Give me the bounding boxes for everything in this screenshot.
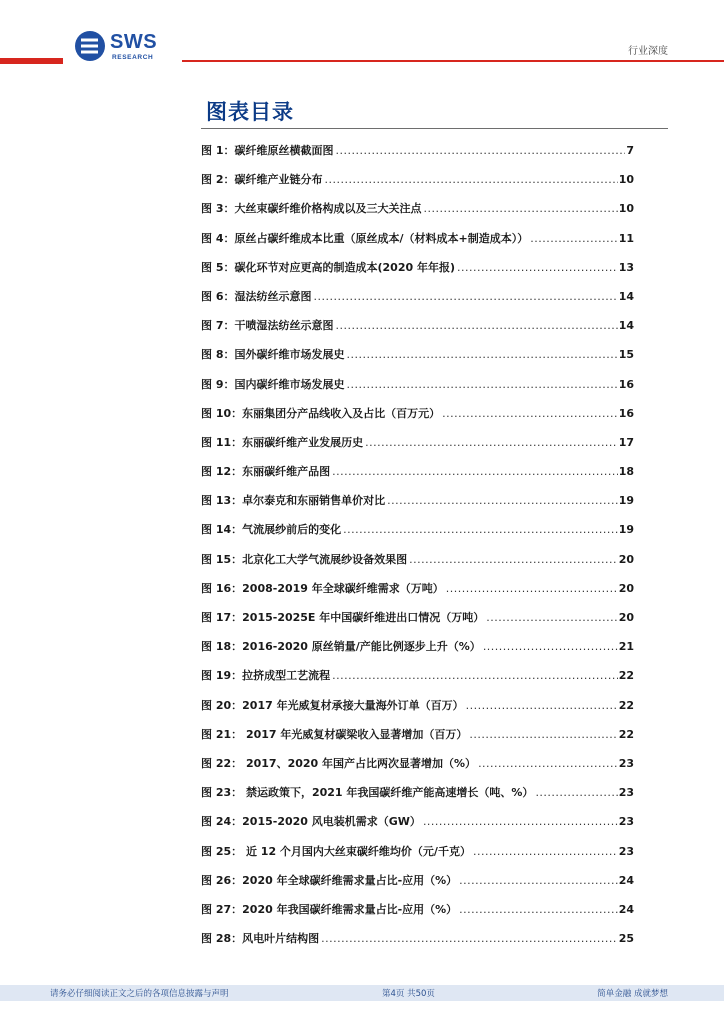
sws-logo-icon bbox=[74, 30, 106, 62]
toc-leader-dots bbox=[335, 144, 625, 157]
toc-entry[interactable] bbox=[201, 930, 634, 959]
toc-entry[interactable] bbox=[201, 813, 634, 842]
toc-entry[interactable] bbox=[201, 317, 634, 346]
toc-entry-page: 22 bbox=[618, 698, 634, 712]
toc-entry[interactable] bbox=[201, 346, 634, 375]
toc-entry[interactable] bbox=[201, 288, 634, 317]
toc-leader-dots bbox=[423, 202, 617, 215]
toc-leader-dots bbox=[535, 786, 617, 799]
footer-page-info: 第4页 共50页 bbox=[382, 989, 435, 999]
toc-leader-dots bbox=[469, 728, 617, 741]
toc-leader-dots bbox=[442, 407, 618, 420]
toc-entry[interactable] bbox=[201, 580, 634, 609]
toc-leader-dots bbox=[387, 494, 618, 507]
page-title: 图表目录 bbox=[206, 100, 294, 124]
toc-entry[interactable] bbox=[201, 259, 634, 288]
toc-entry-page: 13 bbox=[618, 260, 634, 274]
toc-entry-page: 10 bbox=[618, 173, 634, 187]
sws-logo bbox=[74, 30, 184, 66]
title-divider bbox=[201, 128, 668, 129]
toc-entry-label: 图 10：东丽集团分产品线收入及占比（百万元） bbox=[201, 406, 441, 420]
toc-entry-label: 图 22： 2017、2020 年国产占比两次显著增加（%） bbox=[201, 756, 477, 770]
toc-entry-page: 24 bbox=[618, 873, 634, 887]
toc-entry[interactable] bbox=[201, 697, 634, 726]
toc-entry-label: 图 20：2017 年光威复材承接大量海外订单（百万） bbox=[201, 698, 464, 712]
toc-entry[interactable] bbox=[201, 609, 634, 638]
toc-entry-label: 图 16：2008-2019 年全球碳纤维需求（万吨） bbox=[201, 581, 444, 595]
toc-entry-page: 15 bbox=[618, 348, 634, 362]
toc-entry[interactable] bbox=[201, 726, 634, 755]
toc-entry[interactable] bbox=[201, 230, 634, 259]
toc-entry-label: 图 25： 近 12 个月国内大丝束碳纤维均价（元/千克） bbox=[201, 844, 471, 858]
toc-entry[interactable] bbox=[201, 142, 634, 171]
toc-leader-dots bbox=[409, 553, 618, 566]
toc-entry-label: 图 5：碳化环节对应更高的制造成本(2020 年年报) bbox=[201, 260, 455, 274]
toc-entry-page: 25 bbox=[618, 932, 634, 946]
toc-entry-page: 23 bbox=[618, 756, 634, 770]
toc-entry-page: 23 bbox=[618, 786, 634, 800]
footer-slogan: 简单金融 成就梦想 bbox=[597, 989, 668, 999]
toc-entry-page: 24 bbox=[618, 902, 634, 916]
toc-leader-dots bbox=[483, 640, 618, 653]
toc-entry-page: 16 bbox=[618, 406, 634, 420]
toc-entry-label: 图 7：干喷湿法纺丝示意图 bbox=[201, 319, 334, 333]
toc-leader-dots bbox=[313, 290, 617, 303]
toc-entry[interactable] bbox=[201, 492, 634, 521]
toc-leader-dots bbox=[321, 932, 618, 945]
toc-entry-label: 图 26：2020 年全球碳纤维需求量占比-应用（%） bbox=[201, 873, 458, 887]
toc-entry-page: 11 bbox=[618, 231, 634, 245]
toc-entry-label: 图 21： 2017 年光威复材碳梁收入显著增加（百万） bbox=[201, 727, 468, 741]
toc-leader-dots bbox=[486, 611, 617, 624]
toc-entry[interactable] bbox=[201, 638, 634, 667]
toc-entry-page: 18 bbox=[618, 465, 634, 479]
toc-entry-label: 图 11：东丽碳纤维产业发展历史 bbox=[201, 435, 364, 449]
toc-entry-page: 21 bbox=[618, 640, 634, 654]
toc-entry-page: 19 bbox=[618, 494, 634, 508]
toc-entry-label: 图 24：2015-2020 风电装机需求（GW） bbox=[201, 815, 421, 829]
toc-entry[interactable] bbox=[201, 755, 634, 784]
toc-entry-label: 图 14：气流展纱前后的变化 bbox=[201, 523, 342, 537]
toc-entry-label: 图 19：拉挤成型工艺流程 bbox=[201, 669, 331, 683]
toc-entry-page: 22 bbox=[618, 669, 634, 683]
toc-entry-label: 图 9：国内碳纤维市场发展史 bbox=[201, 377, 345, 391]
toc-leader-dots bbox=[466, 699, 618, 712]
toc-entry[interactable] bbox=[201, 901, 634, 930]
toc-leader-dots bbox=[459, 874, 618, 887]
toc-entry-page: 20 bbox=[618, 581, 634, 595]
toc-entry-label: 图 3：大丝束碳纤维价格构成以及三大关注点 bbox=[201, 202, 422, 216]
logo-subtext: RESEARCH bbox=[112, 54, 154, 61]
toc-leader-dots bbox=[332, 465, 618, 478]
toc-entry-label: 图 8：国外碳纤维市场发展史 bbox=[201, 348, 345, 362]
toc-leader-dots bbox=[332, 669, 618, 682]
logo-text: SWS bbox=[110, 31, 158, 53]
toc-entry-page: 14 bbox=[618, 289, 634, 303]
toc-entry-page: 20 bbox=[618, 611, 634, 624]
toc-entry-page: 17 bbox=[618, 435, 634, 449]
toc-entry[interactable] bbox=[201, 434, 634, 463]
toc-entry-label: 图 27：2020 年我国碳纤维需求量占比-应用（%） bbox=[201, 902, 458, 916]
toc-leader-dots bbox=[346, 378, 617, 391]
toc-entry-page: 10 bbox=[618, 202, 634, 216]
toc-entry[interactable] bbox=[201, 667, 634, 696]
toc-entry[interactable] bbox=[201, 843, 634, 872]
toc-leader-dots bbox=[478, 757, 618, 770]
toc-entry-label: 图 2：碳纤维产业链分布 bbox=[201, 173, 323, 187]
toc-leader-dots bbox=[423, 815, 618, 828]
toc-entry-page: 23 bbox=[618, 844, 634, 858]
toc-entry-page: 14 bbox=[618, 319, 634, 333]
section-label: 行业深度 bbox=[628, 46, 668, 57]
toc-entry-page: 19 bbox=[618, 523, 634, 537]
toc-entry-page: 22 bbox=[618, 727, 634, 741]
toc-entry-page: 23 bbox=[618, 815, 634, 829]
toc-leader-dots bbox=[473, 845, 618, 858]
toc-entry-label: 图 6：湿法纺丝示意图 bbox=[201, 289, 312, 303]
toc-entry[interactable] bbox=[201, 463, 634, 492]
header-accent-bar bbox=[0, 58, 63, 64]
toc-entry-label: 图 4：原丝占碳纤维成本比重（原丝成本/（材料成本+制造成本）） bbox=[201, 231, 529, 245]
toc-leader-dots bbox=[346, 348, 617, 361]
toc-entry-label: 图 28：风电叶片结构图 bbox=[201, 932, 320, 946]
header-rule bbox=[182, 60, 724, 62]
toc-entry[interactable] bbox=[201, 551, 634, 580]
toc-entry[interactable] bbox=[201, 872, 634, 901]
toc-entry[interactable] bbox=[201, 521, 634, 550]
toc-entry-page: 7 bbox=[626, 144, 634, 157]
toc-leader-dots bbox=[446, 582, 618, 595]
toc-entry[interactable] bbox=[201, 376, 634, 405]
toc-entry-label: 图 15：北京化工大学气流展纱设备效果图 bbox=[201, 552, 408, 566]
toc-entry[interactable] bbox=[201, 784, 634, 813]
toc-leader-dots bbox=[530, 232, 617, 245]
toc-entry-page: 16 bbox=[618, 377, 634, 391]
toc-entry-label: 图 17：2015-2025E 年中国碳纤维进出口情况（万吨） bbox=[201, 611, 485, 624]
toc-leader-dots bbox=[343, 523, 618, 536]
toc-leader-dots bbox=[457, 261, 618, 274]
toc-entry-label: 图 1：碳纤维原丝横截面图 bbox=[201, 144, 334, 157]
toc-entry-label: 图 23： 禁运政策下，2021 年我国碳纤维产能高速增长（吨、%） bbox=[201, 786, 534, 800]
toc-leader-dots bbox=[459, 903, 618, 916]
figure-list bbox=[201, 142, 634, 959]
toc-entry-label: 图 12：东丽碳纤维产品图 bbox=[201, 465, 331, 479]
toc-leader-dots bbox=[324, 173, 617, 186]
toc-entry-page: 20 bbox=[618, 552, 634, 566]
toc-entry[interactable] bbox=[201, 405, 634, 434]
toc-leader-dots bbox=[335, 319, 617, 332]
toc-entry-label: 图 18：2016-2020 原丝销量/产能比例逐步上升（%） bbox=[201, 640, 481, 654]
toc-leader-dots bbox=[365, 436, 618, 449]
toc-entry[interactable] bbox=[201, 171, 634, 200]
toc-entry-label: 图 13：卓尔泰克和东丽销售单价对比 bbox=[201, 494, 386, 508]
toc-entry[interactable] bbox=[201, 200, 634, 229]
footer-disclaimer[interactable]: 请务必仔细阅读正文之后的各项信息披露与声明 bbox=[50, 989, 229, 999]
